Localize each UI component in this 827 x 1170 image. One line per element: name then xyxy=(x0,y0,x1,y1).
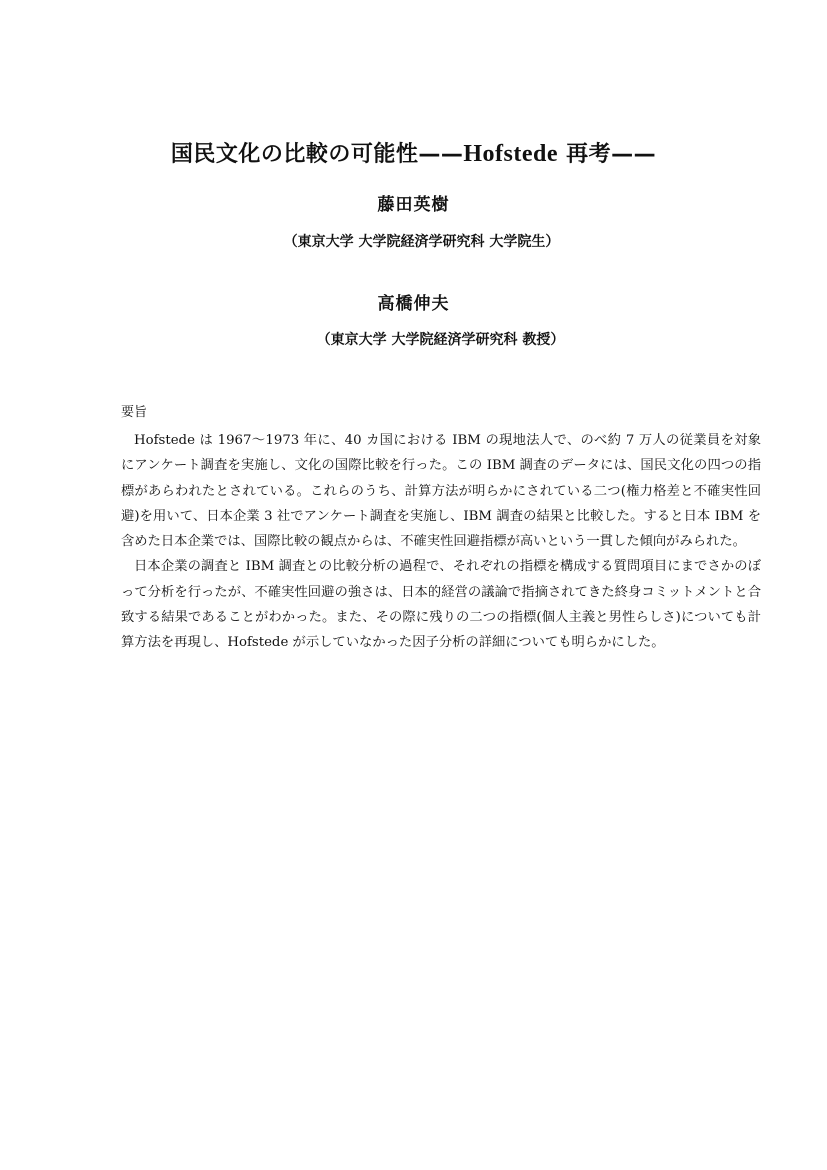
author-name: 藤田英樹 xyxy=(377,195,450,215)
abstract xyxy=(121,403,761,656)
title-latin: Hofstede xyxy=(463,141,558,167)
author-affiliation: （東京大学 大学院経済学研究科 大学院生） xyxy=(283,234,560,250)
abstract-paragraph: Hofstede は 1967～1973 年に、40 カ国における IBM の現地法人で、のべ約 7 万人の従業員を対象にアンケート調査を実施し、文化の国際比較を行った。この IBM 調査のデータには、国民文化の四つの指標があらわれたとされている。これらのうち、計算方法が明らかにされている二つ(権力格差と不確実性回避)を用いて、日本企業 3 社でアンケート調査を実施し、IBM 調査の結果と比較した。すると日本 IBM を含めた日本企業では、国際比較の観点からは、不確実性回避指標が高いという一貫した傾向がみられた。 xyxy=(121,433,761,550)
abstract-heading: 要旨 xyxy=(121,405,148,420)
author-name: 高橋伸夫 xyxy=(377,294,450,314)
paper-title xyxy=(60,137,767,168)
title-suffix: 再考—— xyxy=(558,142,657,167)
title-prefix: 国民文化の比較の可能性—— xyxy=(170,142,464,167)
author-affiliation: （東京大学 大学院経済学研究科 教授） xyxy=(316,332,565,348)
abstract-paragraph: 日本企業の調査と IBM 調査との比較分析の過程で、それぞれの指標を構成する質問項目にまでさかのぼって分析を行ったが、不確実性回避の強さは、日本的経営の議論で指摘されてきた終身コミットメントと合致する結果であることがわかった。また、その際に残りの二つの指標(個人主義と男性らしさ)についても計算方法を再現し、Hofstede が示していなかった因子分析の詳細についても明らかにした。 xyxy=(121,559,761,651)
